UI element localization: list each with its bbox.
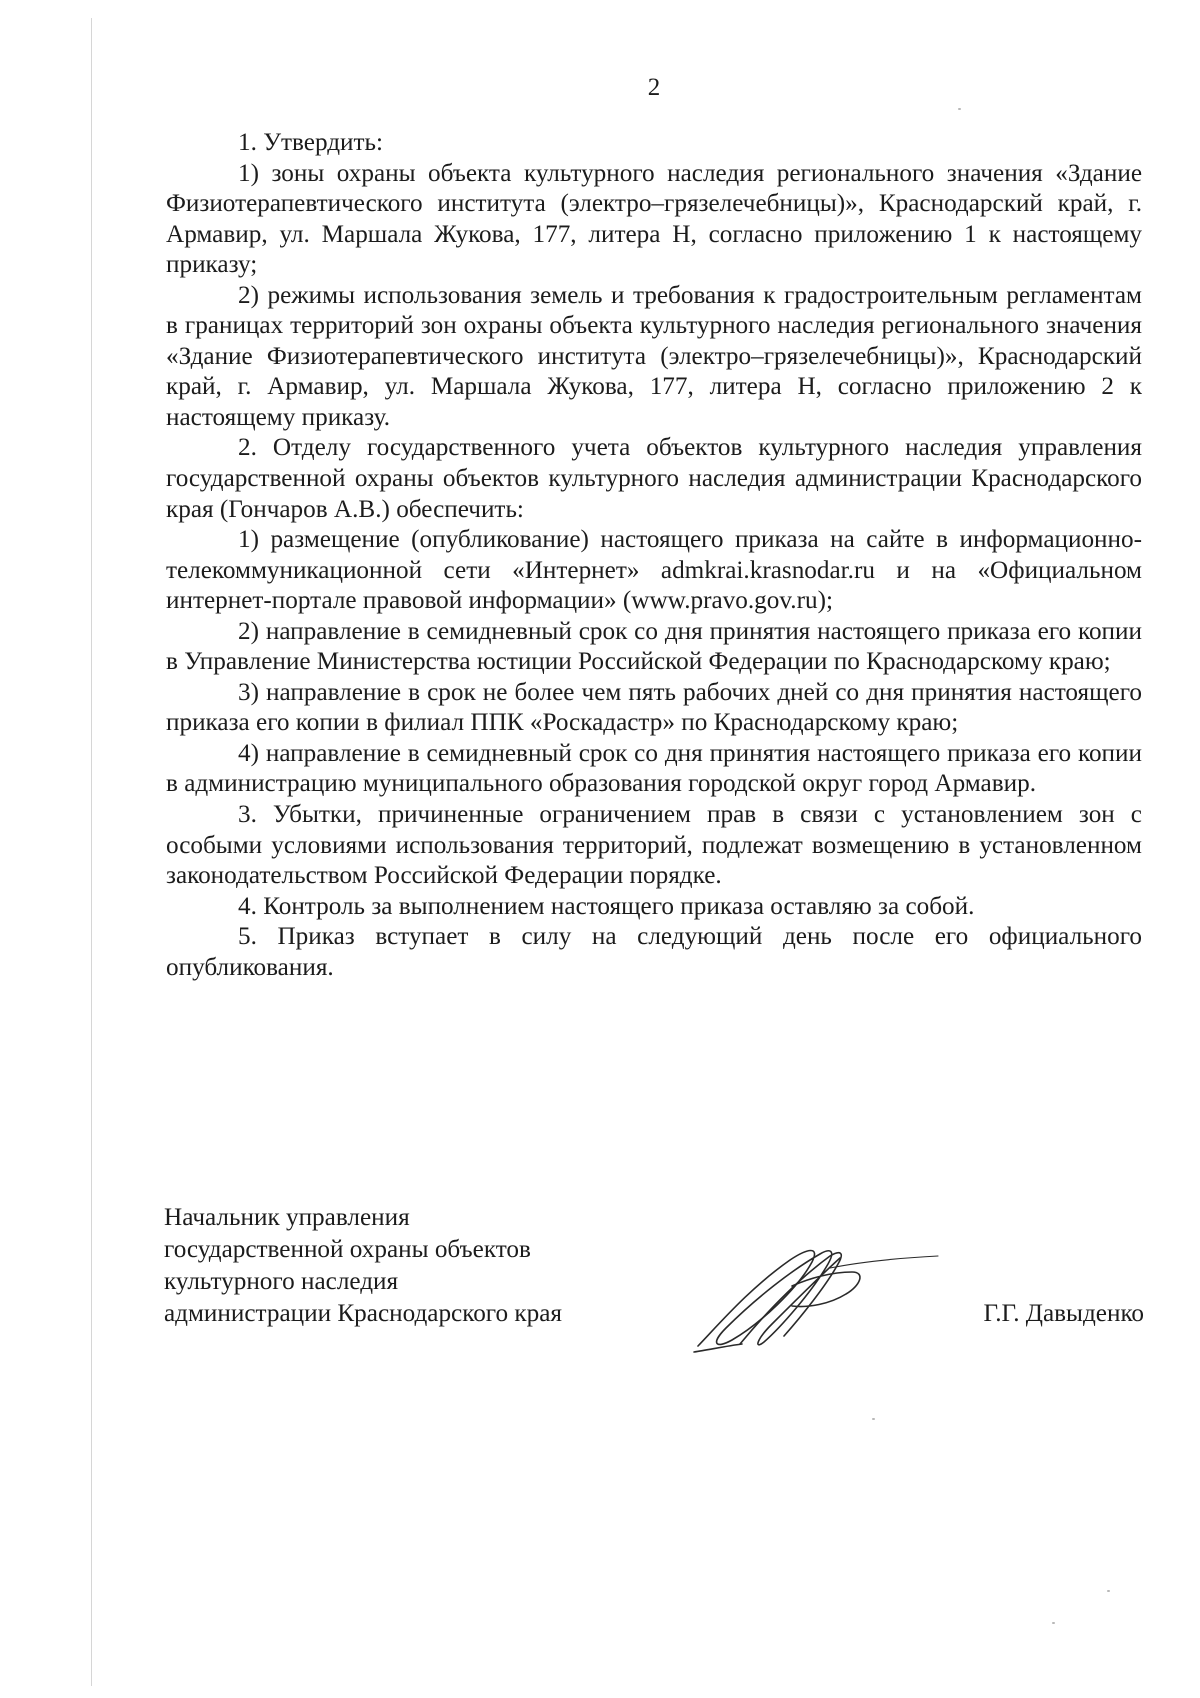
paragraph-department-task: 2. Отделу государственного учета объектов культурного наследия управления государственной охраны объектов культурного наследия администрации Краснодарского края (Гончаров А.В.) обеспечить: — [166, 434, 1142, 523]
paragraph-entry-into-force: 5. Приказ вступает в силу на следующий день после его официального опубликования. — [166, 923, 1142, 981]
paragraph-control: 4. Контроль за выполнением настоящего приказа оставляю за собой. — [238, 892, 975, 920]
handwritten-signature — [680, 1228, 940, 1358]
paragraph-publication: 1) размещение (опубликование) настоящего приказа на сайте в информационно-телекоммуникационной сети «Интернет» admkrai.krasnodar.ru и на «Официальном интернет-портале правовой информации» (www.pravo.gov.ru); — [166, 526, 1142, 615]
signer-position: Начальник управления государственной охраны объектов культурного наследия администрации Краснодарского края — [164, 1204, 562, 1327]
paragraph-compensation: 3. Убытки, причиненные ограничением прав в связи с установлением зон с особыми условиями использования территорий, подлежат возмещению в установленном законодательством Российской Федерации порядке. — [166, 801, 1142, 890]
paragraph-protection-zones: 1) зоны охраны объекта культурного наследия регионального значения «Здание Физиотерапевтического института (электро–грязелечебницы)», Краснодарский край, г. Армавир, ул. Маршала Жукова, 177, литера Н, согласно приложению 1 к настоящему приказу; — [166, 159, 1142, 279]
paragraph-approve: 1. Утвердить: — [238, 129, 384, 156]
paragraph-municipal-administration: 4) направление в семидневный срок со дня принятия настоящего приказа его копии в администрацию муниципального образования городской округ город Армавир. — [166, 739, 1142, 798]
signer-name: Г.Г. Давыденко — [983, 1300, 1144, 1327]
signature-block — [164, 1202, 1144, 1362]
order-body — [166, 128, 1142, 983]
paragraph-roskadastr: 3) направление в срок не более чем пять рабочих дней со дня принятия настоящего приказа его копии в филиал ППК «Роскадастр» по Краснодарскому краю; — [166, 678, 1142, 737]
scan-edge-line — [91, 18, 92, 1686]
page-number: 2 — [647, 74, 661, 101]
paragraph-land-use-regimes: 2) режимы использования земель и требования к градостроительным регламентам в границах территорий зон охраны объекта культурного наследия регионального значения «Здание Физиотерапевтического института (электро–грязелечебницы)», Краснодарский край, г. Армавир, ул. Маршала Жукова, 177, литера Н, согласно приложению 2 к настоящему приказу. — [166, 281, 1142, 431]
paragraph-ministry-of-justice: 2) направление в семидневный срок со дня принятия настоящего приказа его копии в Управление Министерства юстиции Российской Федерации по Краснодарскому краю; — [166, 617, 1142, 676]
